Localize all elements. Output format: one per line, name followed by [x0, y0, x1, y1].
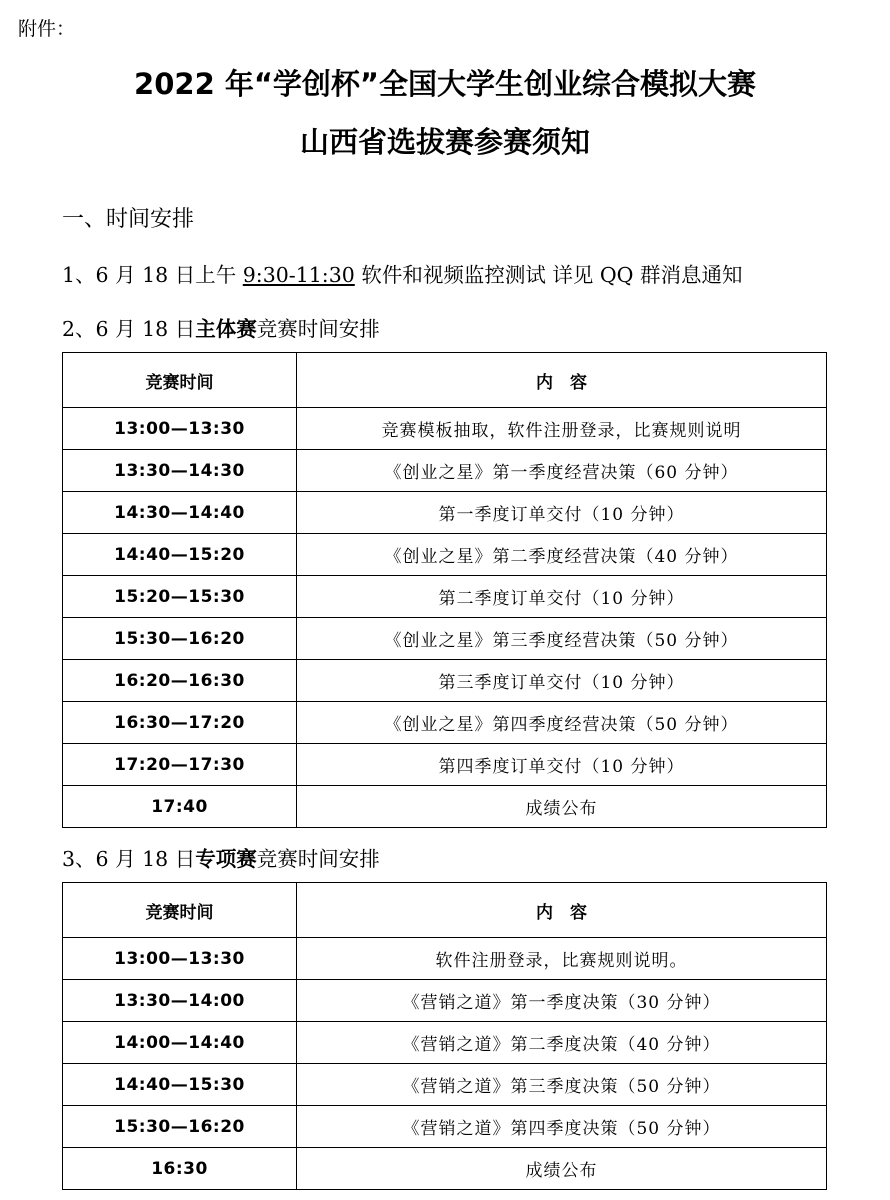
item1-suffix: 软件和视频监控测试 详见 QQ 群消息通知: [354, 263, 743, 287]
time-cell: 13:30—14:30: [63, 450, 297, 492]
time-cell: 13:00—13:30: [63, 408, 297, 450]
item3-prefix: 3、6 月 18 日: [62, 847, 196, 871]
main-contest-schedule-table: [62, 352, 827, 828]
time-cell: 13:30—14:00: [63, 980, 297, 1022]
item2-suffix: 竞赛时间安排: [256, 317, 380, 341]
time-cell: 16:30—17:20: [63, 702, 297, 744]
time-cell: 17:40: [63, 786, 297, 828]
table-header-row: [63, 883, 827, 938]
content-cell: 《创业之星》第一季度经营决策（60 分钟）: [297, 450, 827, 492]
table-row: [63, 1148, 827, 1190]
table-row: [63, 1106, 827, 1148]
table-row: [63, 492, 827, 534]
item2-prefix: 2、6 月 18 日: [62, 317, 196, 341]
content-cell: 竞赛模板抽取，软件注册登录，比赛规则说明: [297, 408, 827, 450]
content-cell: 第一季度订单交付（10 分钟）: [297, 492, 827, 534]
table-row: [63, 786, 827, 828]
header-time: 竞赛时间: [63, 353, 297, 408]
header-time: 竞赛时间: [63, 883, 297, 938]
time-cell: 14:30—14:40: [63, 492, 297, 534]
time-cell: 15:20—15:30: [63, 576, 297, 618]
time-cell: 16:20—16:30: [63, 660, 297, 702]
section-heading-schedule: 一、时间安排: [62, 207, 195, 232]
content-cell: 第三季度订单交付（10 分钟）: [297, 660, 827, 702]
content-cell: 《营销之道》第二季度决策（40 分钟）: [297, 1022, 827, 1064]
header-content: 内 容: [297, 353, 827, 408]
table-row: [63, 1022, 827, 1064]
table-row: [63, 408, 827, 450]
item-software-test: [62, 258, 742, 288]
time-cell: 14:00—14:40: [63, 1022, 297, 1064]
table-row: [63, 702, 827, 744]
table-row: [63, 980, 827, 1022]
content-cell: 《创业之星》第二季度经营决策（40 分钟）: [297, 534, 827, 576]
table-row: [63, 938, 827, 980]
item-special-contest-heading: [62, 842, 380, 872]
content-cell: 第四季度订单交付（10 分钟）: [297, 744, 827, 786]
table-header-row: [63, 353, 827, 408]
item1-prefix: 1、6 月 18 日上午: [62, 263, 243, 287]
content-cell: 软件注册登录，比赛规则说明。: [297, 938, 827, 980]
content-cell: 《营销之道》第四季度决策（50 分钟）: [297, 1106, 827, 1148]
special-contest-schedule-table: [62, 882, 827, 1190]
item-main-contest-heading: [62, 312, 380, 342]
attachment-label: 附件：: [18, 18, 76, 40]
time-cell: 14:40—15:30: [63, 1064, 297, 1106]
table-row: [63, 534, 827, 576]
table-row: [63, 1064, 827, 1106]
content-cell: 《创业之星》第四季度经营决策（50 分钟）: [297, 702, 827, 744]
content-cell: 第二季度订单交付（10 分钟）: [297, 576, 827, 618]
content-cell: 《营销之道》第一季度决策（30 分钟）: [297, 980, 827, 1022]
content-cell: 《创业之星》第三季度经营决策（50 分钟）: [297, 618, 827, 660]
item1-time: 9:30-11:30: [242, 263, 355, 287]
content-cell: 成绩公布: [297, 1148, 827, 1190]
table-row: [63, 450, 827, 492]
time-cell: 13:00—13:30: [63, 938, 297, 980]
item2-bold: 主体赛: [195, 317, 257, 341]
time-cell: 15:30—16:20: [63, 618, 297, 660]
time-cell: 17:20—17:30: [63, 744, 297, 786]
table-row: [63, 660, 827, 702]
document-title-line1: 2022 年“学创杯”全国大学生创业综合模拟大赛: [134, 67, 756, 101]
content-cell: 成绩公布: [297, 786, 827, 828]
time-cell: 14:40—15:20: [63, 534, 297, 576]
document-title-line2: 山西省选拔赛参赛须知: [299, 125, 590, 159]
item3-suffix: 竞赛时间安排: [256, 847, 380, 871]
item3-bold: 专项赛: [195, 847, 257, 871]
time-cell: 16:30: [63, 1148, 297, 1190]
table-row: [63, 576, 827, 618]
content-cell: 《营销之道》第三季度决策（50 分钟）: [297, 1064, 827, 1106]
header-content: 内 容: [297, 883, 827, 938]
table-row: [63, 618, 827, 660]
table-row: [63, 744, 827, 786]
time-cell: 15:30—16:20: [63, 1106, 297, 1148]
